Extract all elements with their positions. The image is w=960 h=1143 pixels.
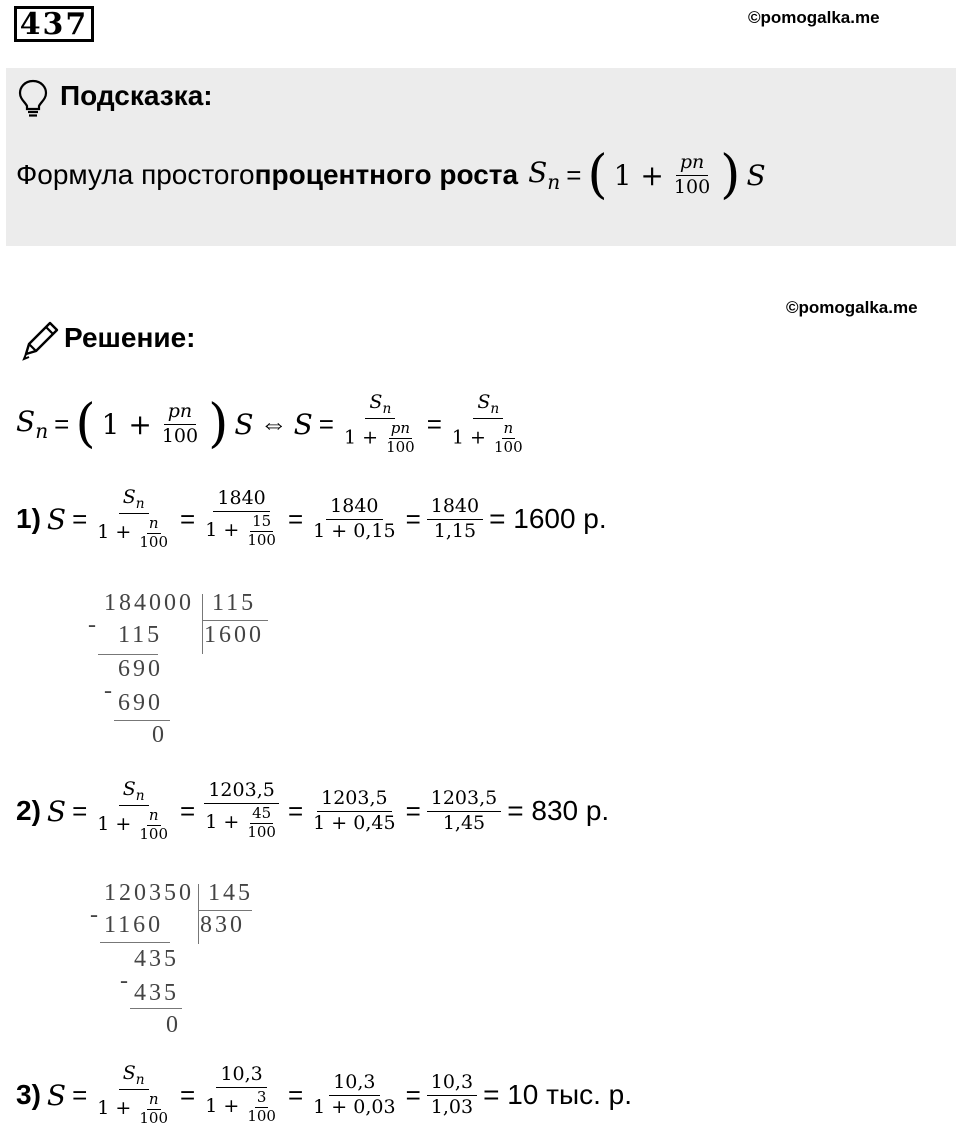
fraction-simplified: $\frac{10,3}{1,03}$ [427, 1073, 477, 1118]
division-row: 0 [152, 722, 167, 748]
equals-sign: = [54, 408, 70, 439]
one-plus: 1 + [613, 158, 664, 192]
open-paren: ( [75, 394, 96, 454]
step-2-line [16, 770, 615, 852]
fraction-percent: 10,3 1 + $\frac{3}{100}$ [205, 1063, 276, 1125]
watermark-top: ©pomogalka.me [748, 8, 880, 27]
step-3-line [16, 1054, 638, 1136]
division-dividend: 120350 [104, 880, 194, 906]
step-1-line [16, 478, 613, 560]
s-var: S [234, 407, 254, 441]
inner-fraction: $\frac{3}{100}$ [247, 1088, 276, 1125]
division-row: 0 [166, 1012, 181, 1038]
long-division-2: 120350 145 830 - 1160 435 - 435 0 [90, 880, 253, 1038]
hint-text-bold: процентного роста [254, 159, 519, 190]
division-quotient: 1600 [204, 622, 264, 648]
lightbulb-icon [16, 78, 50, 118]
fraction-sn: $S_n$ 1 + $\frac{n}{100}$ [97, 777, 169, 843]
hint-text: Формула простого [16, 159, 255, 190]
close-paren: ) [208, 394, 229, 454]
problem-number: 437 [14, 6, 94, 42]
equals-sign: = [180, 1079, 196, 1110]
division-row: 435 [134, 946, 179, 972]
division-row: 690 [118, 656, 163, 682]
equals-sign: = [318, 408, 334, 439]
one-plus: 1 + [101, 407, 152, 441]
fraction-sn-over-n: $S_n$ 1 + $\frac{n}{100}$ [451, 390, 523, 456]
watermark-mid: ©pomogalka.me [786, 298, 918, 317]
fraction-pn-100: $\frac{pn}{100}$ [673, 150, 711, 198]
hint-formula-line [16, 140, 772, 210]
division-row: 435 [134, 980, 179, 1006]
fraction-decimal: $\frac{1840}{1 + 0,15}$ [313, 494, 396, 542]
pencil-icon [18, 318, 62, 362]
fraction-sn: $S_n$ 1 + $\frac{n}{100}$ [97, 1061, 169, 1127]
division-dividend: 184000 [104, 590, 194, 616]
hint-title: Подсказка: [60, 80, 213, 111]
step-result: = 10 тыс. р. [483, 1079, 632, 1110]
division-row: 1160 [104, 912, 164, 938]
fraction-sn: $S_n$ 1 + $\frac{n}{100}$ [97, 485, 169, 551]
inner-fraction: $\frac{n}{100}$ [139, 805, 169, 843]
equals-sign: = [180, 795, 196, 826]
inner-fraction: $\frac{n}{100}$ [139, 1089, 169, 1127]
s-var: S [46, 794, 67, 828]
formula-s-rhs: S [746, 158, 766, 192]
fraction-percent: 1840 1 + $\frac{15}{100}$ [205, 487, 276, 549]
long-division-1: 184000 115 1600 - 115 690 - 690 0 [88, 590, 288, 755]
general-formula [16, 384, 535, 464]
iff-sign: ⇔ [259, 408, 288, 439]
equals-sign: = [405, 795, 421, 826]
division-divisor: 115 [212, 590, 257, 616]
inner-fraction: $\frac{15}{100}$ [247, 512, 276, 549]
fraction-sn-over-pn: $S_n$ 1 + $\frac{pn}{100}$ [343, 390, 415, 456]
equals-sign: = [405, 503, 421, 534]
inner-fraction: $\frac{45}{100}$ [247, 804, 276, 841]
solution-title: Решение: [64, 322, 196, 353]
division-divisor: 145 [208, 880, 253, 906]
division-row: 115 [118, 622, 163, 648]
equals-sign: = [287, 1079, 304, 1110]
equals-sign: = [566, 159, 582, 190]
equals-sign: = [287, 503, 304, 534]
division-row: 690 [118, 690, 163, 716]
fraction-percent: 1203,5 1 + $\frac{45}{100}$ [201, 781, 282, 840]
equals-sign: = [72, 1079, 88, 1110]
s-var: S [46, 502, 67, 536]
equals-sign: = [180, 503, 196, 534]
step-label: 2) [16, 795, 41, 826]
close-paren: ) [720, 145, 741, 205]
fraction-simplified: $\frac{1203,5}{1,45}$ [427, 789, 501, 834]
s-n: $S_n$ [16, 404, 49, 444]
equals-sign: = [72, 503, 88, 534]
step-result: = 830 р. [507, 795, 610, 826]
open-paren: ( [587, 145, 608, 205]
step-label: 3) [16, 1079, 41, 1110]
fraction-simplified: $\frac{1840}{1,15}$ [427, 497, 483, 542]
equals-sign: = [72, 795, 88, 826]
fraction-decimal: $\frac{10,3}{1 + 0,03}$ [313, 1070, 396, 1118]
equals-sign: = [405, 1079, 421, 1110]
fraction-decimal: $\frac{1203,5}{1 + 0,45}$ [313, 786, 396, 834]
step-label: 1) [16, 503, 41, 534]
division-quotient: 830 [200, 912, 245, 938]
equals-sign: = [287, 795, 304, 826]
step-result: = 1600 р. [489, 503, 607, 534]
fraction-pn-100: $\frac{pn}{100}$ [161, 399, 199, 447]
s-var: S [293, 407, 313, 441]
inner-fraction: $\frac{n}{100}$ [139, 513, 169, 551]
s-var: S [46, 1078, 67, 1112]
formula-s: $S_n$ [528, 155, 561, 195]
equals-sign: = [426, 408, 442, 439]
